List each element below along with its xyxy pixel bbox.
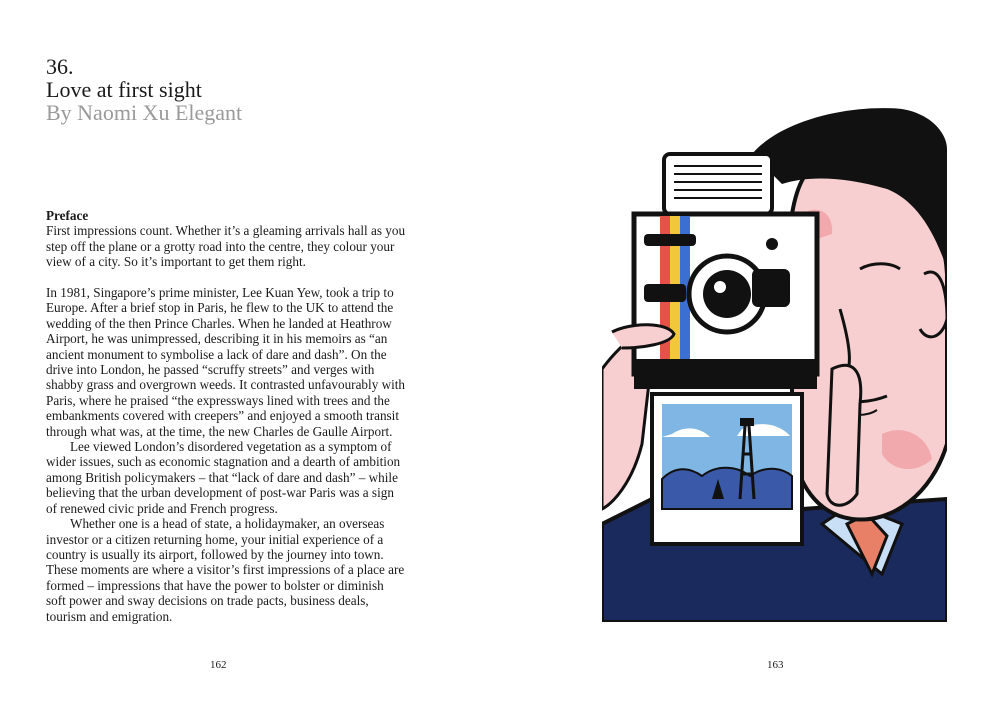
paragraph-1: First impressions count. Whether it’s a gleaming arrivals hall as you step off the plane or a grotty road into the centre, they colour your view of a city. So it’s important to get them right. bbox=[46, 223, 406, 270]
right-page bbox=[497, 0, 994, 710]
article-body bbox=[46, 208, 406, 624]
chapter-title: Love at first sight bbox=[46, 77, 202, 102]
byline: By Naomi Xu Elegant bbox=[46, 100, 243, 125]
camera-portrait-illustration bbox=[602, 104, 947, 622]
section-heading: Preface bbox=[46, 208, 89, 223]
paragraph-2: In 1981, Singapore’s prime minister, Lee Kuan Yew, took a trip to Europe. After a brief stop in Paris, he flew to the UK to attend the wedding of the then Prince Charles. When he landed at Heathrow Airport, he was unimpressed, describing it in his memoirs as “an ancient monument to symbolise a lack of dare and dash”. On the drive into London, he passed “scruffy streets” and verges with shabby grass and overgrown weeds. It contrasted unfavourably with Paris, where he praised “the expressways lined with trees and the embankments covered with creepers” and enjoyed a smooth transit through what was, at the time, the new Charles de Gaulle Airport. bbox=[46, 285, 406, 439]
chapter-number: 36. bbox=[46, 54, 74, 79]
page-number-left: 162 bbox=[210, 659, 227, 671]
page-number-right: 163 bbox=[767, 659, 784, 671]
illustration bbox=[602, 104, 947, 622]
paragraph-4: Whether one is a head of state, a holidaymaker, an overseas investor or a citizen returning home, your initial experience of a country is usually its airport, followed by the journey into town. These moments are where a visitor’s first impressions of a place are formed – impressions that have the power to bolster or diminish soft power and sway decisions on trade pacts, business deals, tourism and emigration. bbox=[46, 516, 405, 624]
paragraph-3: Lee viewed London’s disordered vegetation as a symptom of wider issues, such as economic stagnation and a dearth of ambition among British policymakers – that “lack of dare and dash” – while believing that the urban development of post-war Paris was a sign of renewed civic pride and French progress. bbox=[46, 439, 401, 516]
